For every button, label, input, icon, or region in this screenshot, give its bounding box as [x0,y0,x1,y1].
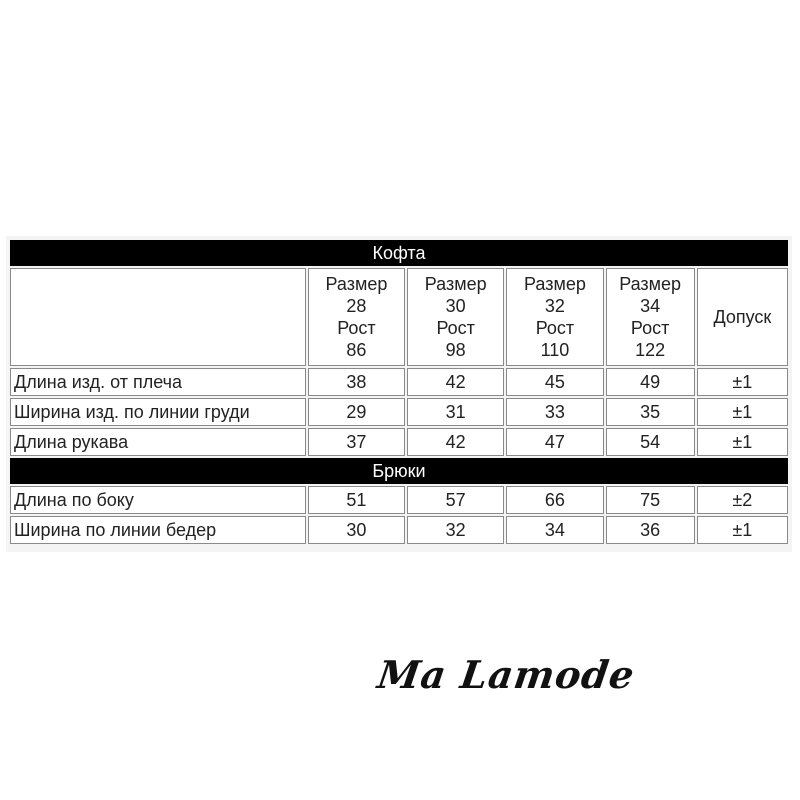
cell-value: 31 [407,398,504,426]
brand-logo: Ma Lamode [374,652,638,697]
table-row [10,486,788,514]
table-row [10,368,788,396]
cell-tolerance: ±1 [697,516,788,544]
height-label: Рост [436,318,475,338]
size-value: 32 [544,296,565,316]
cell-value: 35 [606,398,695,426]
size-chart [6,236,792,552]
height-value: 122 [635,340,666,360]
height-value: 110 [540,340,570,360]
size-value: 34 [640,296,661,316]
cell-value: 29 [308,398,405,426]
table-row [10,428,788,456]
section-header-row [10,458,788,484]
cell-value: 54 [606,428,695,456]
cell-value: 47 [506,428,603,456]
size-label: Размер [325,274,388,294]
cell-tolerance: ±1 [697,428,788,456]
size-value: 30 [445,296,466,316]
height-label: Рост [630,318,670,338]
size-table [8,238,790,546]
height-value: 86 [346,340,367,360]
cell-value: 30 [308,516,405,544]
section-title-jacket: Кофта [10,240,788,266]
column-header-row [10,268,788,366]
cell-value: 45 [506,368,603,396]
cell-value: 51 [308,486,405,514]
cell-value: 42 [407,368,504,396]
row-label: Ширина изд. по линии груди [10,398,306,426]
cell-tolerance: ±1 [697,368,788,396]
cell-value: 49 [606,368,695,396]
table-row [10,398,788,426]
cell-value: 75 [606,486,695,514]
cell-value: 36 [606,516,695,544]
column-header-tolerance: Допуск [697,268,788,366]
table-row [10,516,788,544]
size-label: Размер [424,274,487,294]
cell-value: 34 [506,516,603,544]
cell-tolerance: ±2 [697,486,788,514]
row-label: Длина по боку [10,486,306,514]
column-header-size-34 [606,268,695,366]
cell-value: 42 [407,428,504,456]
column-header-size-28 [308,268,405,366]
height-label: Рост [337,318,376,338]
cell-value: 32 [407,516,504,544]
cell-value: 33 [506,398,603,426]
size-value: 28 [346,296,367,316]
height-value: 98 [445,340,466,360]
row-label: Длина изд. от плеча [10,368,306,396]
cell-value: 66 [506,486,603,514]
section-title-pants: Брюки [10,458,788,484]
column-header-size-30 [407,268,504,366]
cell-value: 38 [308,368,405,396]
height-label: Рост [535,318,575,338]
column-header-size-32 [506,268,603,366]
cell-tolerance: ±1 [697,398,788,426]
row-label: Ширина по линии бедер [10,516,306,544]
size-label: Размер [619,274,682,294]
size-label: Размер [524,274,586,294]
cell-value: 57 [407,486,504,514]
section-header-row [10,240,788,266]
row-label: Длина рукава [10,428,306,456]
cell-value: 37 [308,428,405,456]
corner-cell [10,268,306,366]
